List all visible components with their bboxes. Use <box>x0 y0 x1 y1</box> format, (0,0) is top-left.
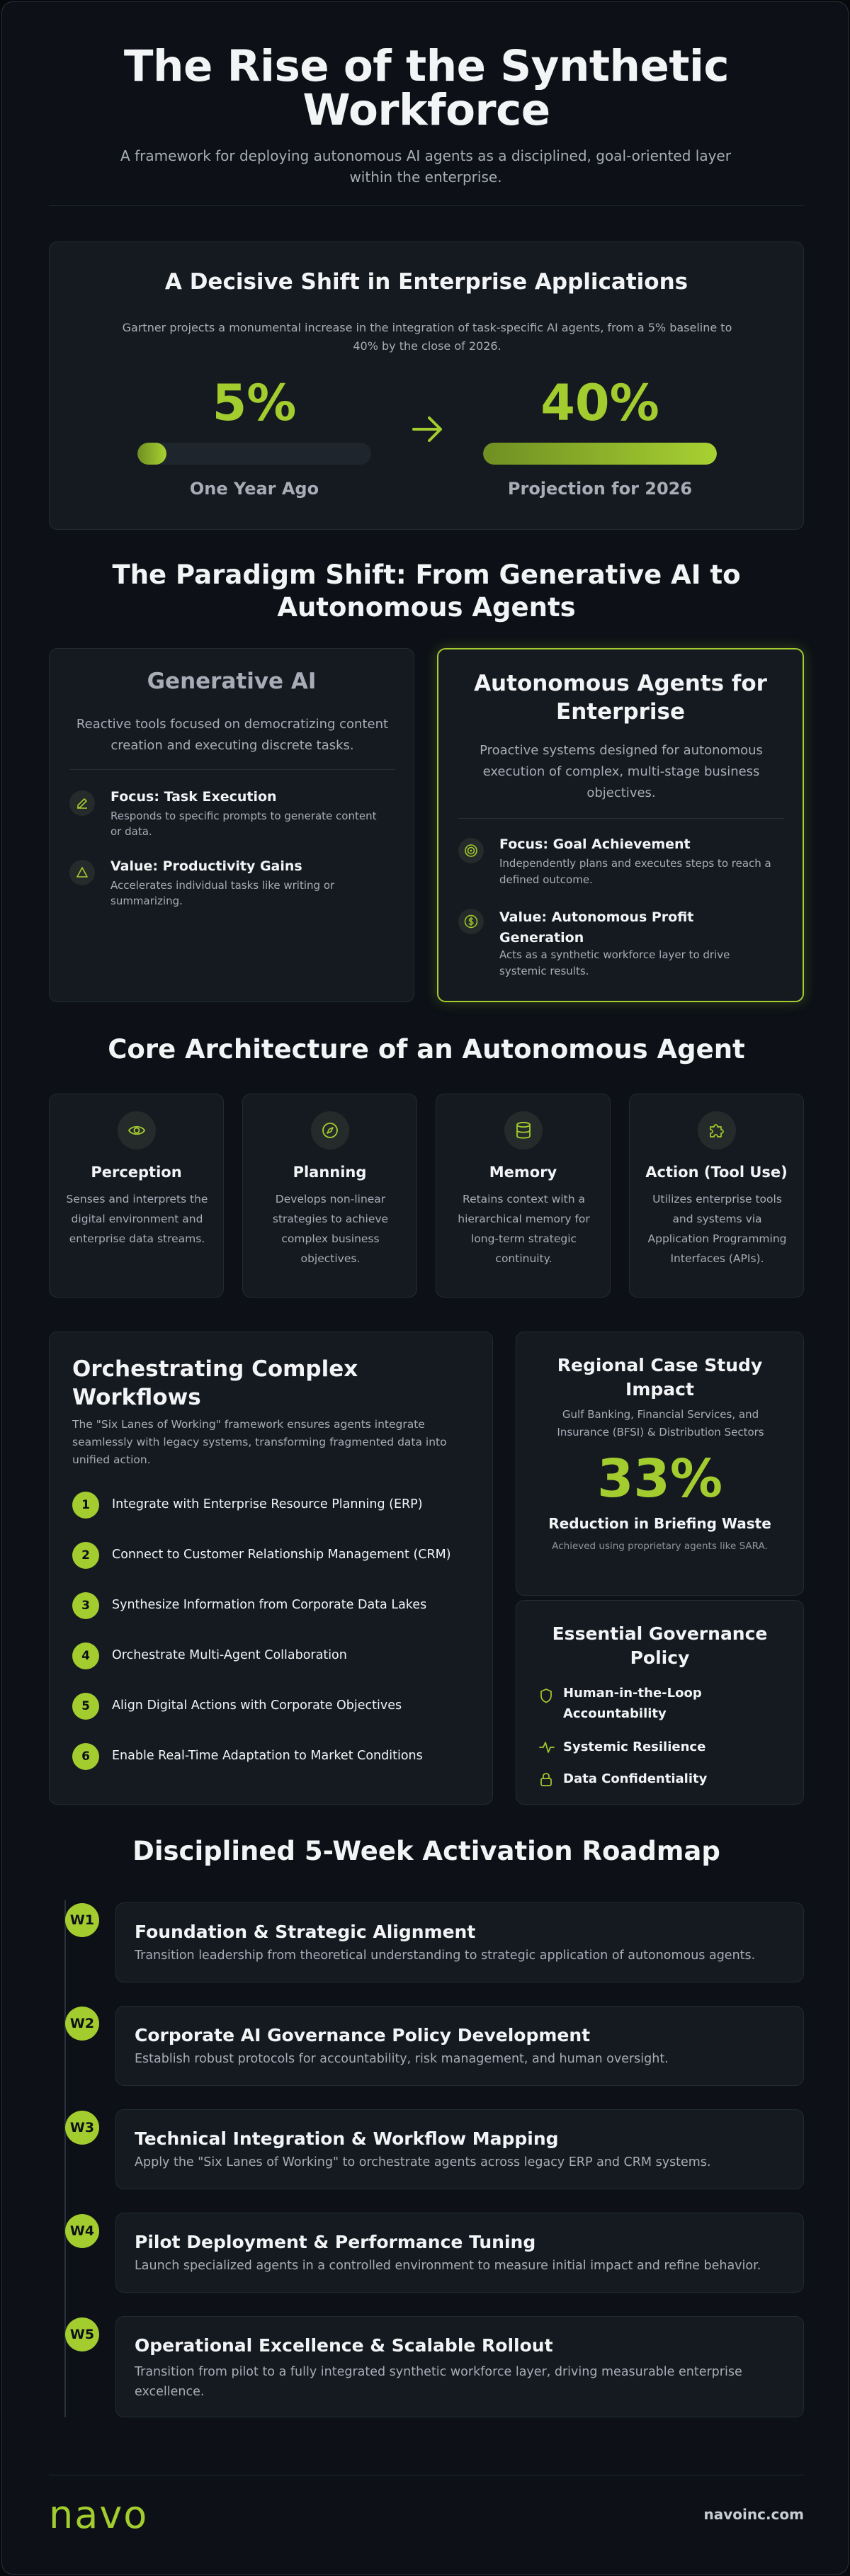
generative-description: Reactive tools focused on democratizing content creation and executing discrete tasks. <box>76 717 389 753</box>
shift-card <box>49 242 804 530</box>
governance-title <box>516 1622 803 1670</box>
compass-icon <box>311 1111 349 1150</box>
roadmap-step-text: Launch specialized agents in a controlled environment to measure initial impact and refine behavior. <box>135 2259 761 2273</box>
generative-item-text: Accelerates individual tasks like writing or summarizing. <box>110 879 335 907</box>
generative-ai-card <box>49 648 414 1002</box>
title-line: Impact <box>625 1379 694 1400</box>
infographic-page <box>1 1 849 2575</box>
generative-item-title: Focus: Task Execution <box>110 789 277 805</box>
autonomous-item-text: Acts as a synthetic workforce layer to drive systemic results. <box>499 948 730 977</box>
case-study-card <box>516 1332 804 1596</box>
step-number: 5 <box>72 1693 99 1720</box>
workflows-card <box>49 1332 493 1805</box>
governance-card <box>516 1600 804 1805</box>
roadmap-step-title: Technical Integration & Workflow Mapping <box>135 2128 559 2149</box>
shift-description: Gartner projects a monumental increase in the integration of task-specific AI agents, from a 5% baseline to 40% by the close of 2026. <box>122 321 732 353</box>
title-line: Generation <box>499 930 584 946</box>
architecture-card-text: Retains context with a hierarchical memory for long-term strategic continuity. <box>458 1193 590 1265</box>
roadmap-step-title: Operational Excellence & Scalable Rollout <box>135 2335 553 2356</box>
workflow-step-text: Synthesize Information from Corporate Data Lakes <box>112 1598 427 1612</box>
title-line: The Rise of the Synthetic <box>123 41 730 91</box>
workflow-step-text: Align Digital Actions with Corporate Objectives <box>112 1698 402 1713</box>
step-number: 2 <box>72 1542 99 1569</box>
puzzle-icon <box>698 1111 736 1150</box>
title-line: Policy <box>630 1647 690 1668</box>
week-badge: W2 <box>65 2007 99 2041</box>
workflow-step-text: Connect to Customer Relationship Management (CRM) <box>112 1548 451 1562</box>
roadmap-step-text: Apply the "Six Lanes of Working" to orchestrate agents across legacy ERP and CRM systems. <box>135 2155 711 2169</box>
after-progress-fill <box>483 443 717 465</box>
roadmap-step-text <box>135 2362 742 2402</box>
title-line: Workflows <box>72 1385 201 1410</box>
heading-line: The Paradigm Shift: From Generative AI to <box>112 560 741 590</box>
workflow-step-text: Integrate with Enterprise Resource Planning (ERP) <box>112 1497 423 1511</box>
roadmap-step-title: Pilot Deployment & Performance Tuning <box>135 2232 536 2252</box>
governance-item <box>563 1683 702 1724</box>
workflows-title <box>72 1355 358 1412</box>
workflow-step-text: Orchestrate Multi-Agent Collaboration <box>112 1648 347 1662</box>
governance-item-line: Accountability <box>563 1706 667 1721</box>
divider <box>49 205 804 206</box>
heading-line: Autonomous Agents <box>277 592 576 623</box>
workflows-description: The "Six Lanes of Working" framework ensures agents integrate seamlessly with legacy systems, transforming fragmented data into unified action. <box>72 1418 447 1466</box>
title-line: Autonomous Agents for <box>474 671 767 696</box>
roadmap-step-card <box>115 2213 804 2293</box>
shift-heading: A Decisive Shift in Enterprise Applications <box>164 269 688 295</box>
governance-item-line: Human-in-the-Loop <box>563 1686 702 1701</box>
paradigm-heading <box>49 559 804 624</box>
lock-icon <box>539 1771 553 1790</box>
week-badge: W1 <box>65 1903 99 1937</box>
roadmap-step-text: Establish robust protocols for accountability, risk management, and human oversight. <box>135 2052 669 2066</box>
before-value: 5% <box>212 374 297 432</box>
title-line: Workforce <box>302 85 550 135</box>
title-line: Orchestrating Complex <box>72 1356 358 1382</box>
generative-title: Generative AI <box>147 669 317 694</box>
workflow-step-text: Enable Real-Time Adaptation to Market Conditions <box>112 1749 423 1763</box>
title-line: Essential Governance <box>552 1623 768 1644</box>
roadmap-step-text: Transition leadership from theoretical understanding to strategic application of autonomous agents. <box>135 1948 756 1963</box>
triangle-icon <box>69 860 95 885</box>
architecture-card-title: Perception <box>91 1164 182 1181</box>
architecture-card-text: Develops non-linear strategies to achieve complex business objectives. <box>272 1193 389 1265</box>
architecture-card-title: Memory <box>489 1164 557 1181</box>
roadmap-step-title: Corporate AI Governance Policy Development <box>135 2025 591 2046</box>
dollar-icon <box>458 909 484 934</box>
footer-site-link[interactable]: navoinc.com <box>703 2506 804 2523</box>
architecture-heading: Core Architecture of an Autonomous Agent <box>108 1034 745 1065</box>
step-number: 4 <box>72 1642 99 1669</box>
before-label: One Year Ago <box>189 479 319 499</box>
roadmap-step-card <box>115 2006 804 2086</box>
title-line: Regional Case Study <box>557 1355 763 1375</box>
generative-item-title: Value: Productivity Gains <box>110 858 302 874</box>
step-number: 1 <box>72 1492 99 1519</box>
shield-icon <box>539 1688 553 1706</box>
arrow-right-icon <box>409 412 446 449</box>
week-badge: W3 <box>65 2111 99 2145</box>
architecture-card-text: Utilizes enterprise tools and systems via Application Programming Interfaces (APIs). <box>647 1193 787 1265</box>
eye-icon <box>118 1111 156 1150</box>
architecture-card-title: Action (Tool Use) <box>645 1164 788 1181</box>
divider <box>69 769 395 770</box>
step-number: 6 <box>72 1743 99 1770</box>
roadmap-step-card <box>115 2316 804 2417</box>
week-badge: W4 <box>65 2214 99 2248</box>
roadmap-heading: Disciplined 5-Week Activation Roadmap <box>132 1836 720 1866</box>
pulse-icon <box>539 1740 555 1757</box>
title-line: Value: Autonomous Profit <box>499 909 694 925</box>
after-progress-bar <box>483 443 717 465</box>
week-badge: W5 <box>65 2317 99 2351</box>
after-value: 40% <box>540 374 659 432</box>
governance-item: Systemic Resilience <box>563 1740 706 1754</box>
before-progress-fill <box>137 443 166 465</box>
architecture-card-perception <box>49 1094 224 1298</box>
architecture-card-planning <box>242 1094 417 1298</box>
governance-item: Data Confidentiality <box>563 1771 708 1786</box>
page-subtitle: A framework for deploying autonomous AI agents as a disciplined, goal-oriented layer within the enterprise. <box>120 147 731 186</box>
architecture-card-memory <box>436 1094 611 1298</box>
case-study-sectors: Gulf Banking, Financial Services, and Insurance (BFSI) & Distribution Sectors <box>557 1408 764 1439</box>
step-number: 3 <box>72 1592 99 1619</box>
autonomous-description: Proactive systems designed for autonomous execution of complex, multi-stage business objectives. <box>480 743 763 800</box>
roadmap-step-card <box>115 1902 804 1982</box>
text-line: Transition from pilot to a fully integrated synthetic workforce layer, driving measurable enterprise <box>135 2365 742 2379</box>
pencil-icon <box>69 790 95 816</box>
after-label: Projection for 2026 <box>507 479 693 499</box>
autonomous-item-title <box>499 907 693 948</box>
case-study-title <box>516 1354 803 1402</box>
database-icon <box>504 1111 543 1150</box>
case-study-note: Achieved using proprietary agents like SARA. <box>552 1541 768 1552</box>
case-study-value: 33% <box>596 1448 723 1509</box>
architecture-card-text: Senses and interprets the digital environment and enterprise data streams. <box>66 1193 208 1245</box>
navo-logo: navo <box>49 2492 149 2537</box>
title-line: Enterprise <box>556 699 685 725</box>
generative-item-text: Responds to specific prompts to generate content or data. <box>110 810 377 838</box>
target-icon <box>458 838 484 863</box>
autonomous-item-text: Independently plans and executes steps to reach a defined outcome. <box>499 857 771 886</box>
page-title <box>49 41 804 135</box>
before-progress-bar <box>137 443 371 465</box>
autonomous-title <box>438 669 803 726</box>
case-study-metric: Reduction in Briefing Waste <box>548 1515 771 1532</box>
autonomous-agents-card <box>437 648 804 1002</box>
text-line: excellence. <box>135 2385 205 2399</box>
roadmap-step-card <box>115 2109 804 2189</box>
architecture-card-action <box>629 1094 804 1298</box>
divider <box>458 818 784 819</box>
architecture-card-title: Planning <box>293 1164 367 1181</box>
roadmap-step-title: Foundation & Strategic Alignment <box>135 1922 476 1942</box>
autonomous-item-title: Focus: Goal Achievement <box>499 836 691 852</box>
